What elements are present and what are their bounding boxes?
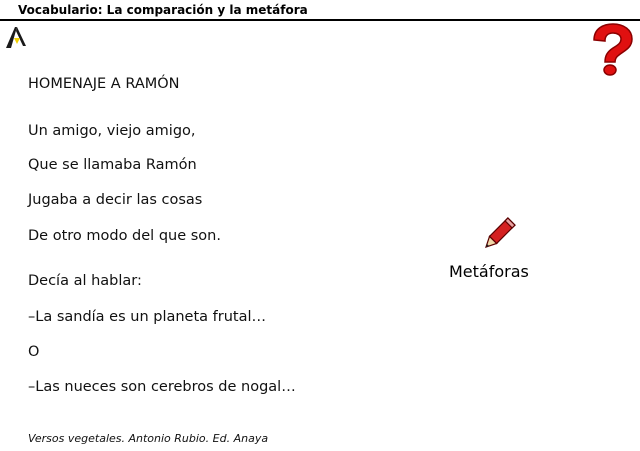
pencil-icon[interactable] <box>480 216 516 254</box>
poem-line: –La sandía es un planeta frutal… <box>28 309 267 325</box>
poem-title: HOMENAJE A RAMÓN <box>28 76 180 92</box>
anaya-logo-icon <box>4 24 32 50</box>
poem-line: De otro modo del que son. <box>28 228 221 244</box>
question-mark-icon[interactable] <box>586 22 638 76</box>
header-bar <box>0 0 640 21</box>
poem-line: O <box>28 344 40 360</box>
poem-line: Que se llamaba Ramón <box>28 157 197 173</box>
poem-line: –Las nueces son cerebros de nogal… <box>28 379 296 395</box>
header-title: Vocabulario: La comparación y la metáfora <box>18 3 308 17</box>
poem-line: Jugaba a decir las cosas <box>28 192 203 208</box>
metaforas-button[interactable]: Metáforas <box>449 262 529 281</box>
poem-line: Decía al hablar: <box>28 273 142 289</box>
poem-line: Un amigo, viejo amigo, <box>28 123 196 139</box>
source-citation: Versos vegetales. Antonio Rubio. Ed. Anaya <box>28 432 269 445</box>
